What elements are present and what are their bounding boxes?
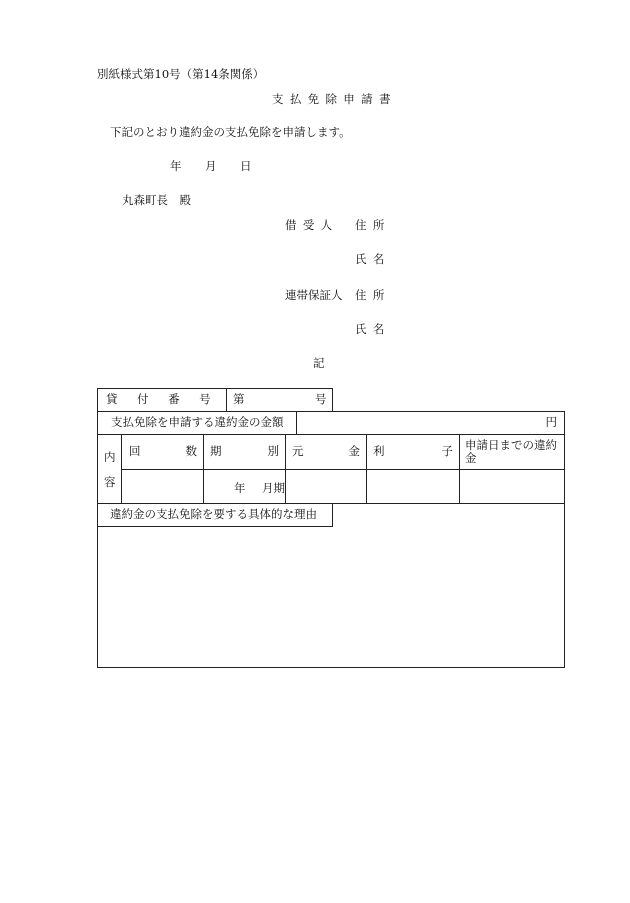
loan-number-gou: 号 — [315, 392, 327, 406]
loan-number-dai: 第 — [233, 392, 245, 406]
kibetsu-header-cell — [203, 434, 286, 470]
borrower-label: 借受人 — [285, 218, 339, 232]
reason-area[interactable] — [97, 503, 565, 668]
guarantor-name-label: 氏名 — [355, 322, 391, 336]
rishi-header-cell — [366, 434, 460, 470]
term-month: 月期 — [262, 481, 285, 495]
kaisuu-value-cell[interactable] — [121, 469, 204, 504]
penalty-header-cell — [459, 434, 565, 470]
penalty-header-line-2: 金 — [465, 451, 477, 465]
naiyou-char-2: 容 — [104, 475, 116, 489]
penalty-header-line-1: 申請日までの違約 — [465, 438, 557, 452]
kaisuu-char-2: 数 — [185, 444, 197, 458]
amount-value-cell[interactable] — [296, 411, 565, 435]
loan-number-label: 貸付番号 — [106, 392, 231, 406]
amount-label-cell — [97, 411, 297, 435]
kibetsu-char-1: 期 — [210, 444, 222, 458]
naiyou-char-1: 内 — [104, 450, 116, 464]
loan-number-value-cell[interactable] — [226, 388, 333, 412]
guarantor-label: 連帯保証人 — [285, 288, 343, 302]
term-year: 年 — [234, 481, 246, 495]
amount-yen: 円 — [545, 415, 557, 429]
guarantor-address-label: 住所 — [355, 288, 391, 302]
document-title: 支払免除申請書 — [272, 92, 397, 106]
kaisuu-char-1: 回 — [129, 444, 141, 458]
rishi-value-cell[interactable] — [366, 469, 460, 504]
amount-label: 支払免除を申請する違約金の金額 — [111, 415, 284, 429]
ganpon-header-cell — [285, 434, 367, 470]
date-month: 月 — [205, 159, 217, 173]
rishi-char-2: 子 — [441, 444, 453, 458]
date-day: 日 — [240, 159, 252, 173]
penalty-value-cell[interactable] — [459, 469, 565, 504]
rishi-char-1: 利 — [373, 444, 385, 458]
ki-mark: 記 — [313, 356, 325, 370]
kaisuu-header-cell — [121, 434, 204, 470]
ganpon-value-cell[interactable] — [285, 469, 367, 504]
ganpon-char-1: 元 — [292, 444, 304, 458]
reason-label-cell — [97, 503, 333, 527]
date-year: 年 — [170, 159, 182, 173]
kibetsu-char-2: 別 — [267, 444, 279, 458]
loan-number-label-cell — [97, 388, 231, 412]
kibetsu-value-cell[interactable] — [203, 469, 286, 504]
form-number: 別紙様式第10号（第14条関係） — [97, 67, 265, 81]
reason-label: 違約金の支払免除を要する具体的な理由 — [110, 507, 317, 521]
borrower-name-label: 氏名 — [355, 252, 391, 266]
intro-text: 下記のとおり違約金の支払免除を申請します。 — [110, 125, 351, 139]
addressee: 丸森町長 殿 — [122, 193, 191, 207]
naiyou-cell — [97, 434, 122, 504]
ganpon-char-2: 金 — [348, 444, 360, 458]
borrower-address-label: 住所 — [355, 218, 391, 232]
